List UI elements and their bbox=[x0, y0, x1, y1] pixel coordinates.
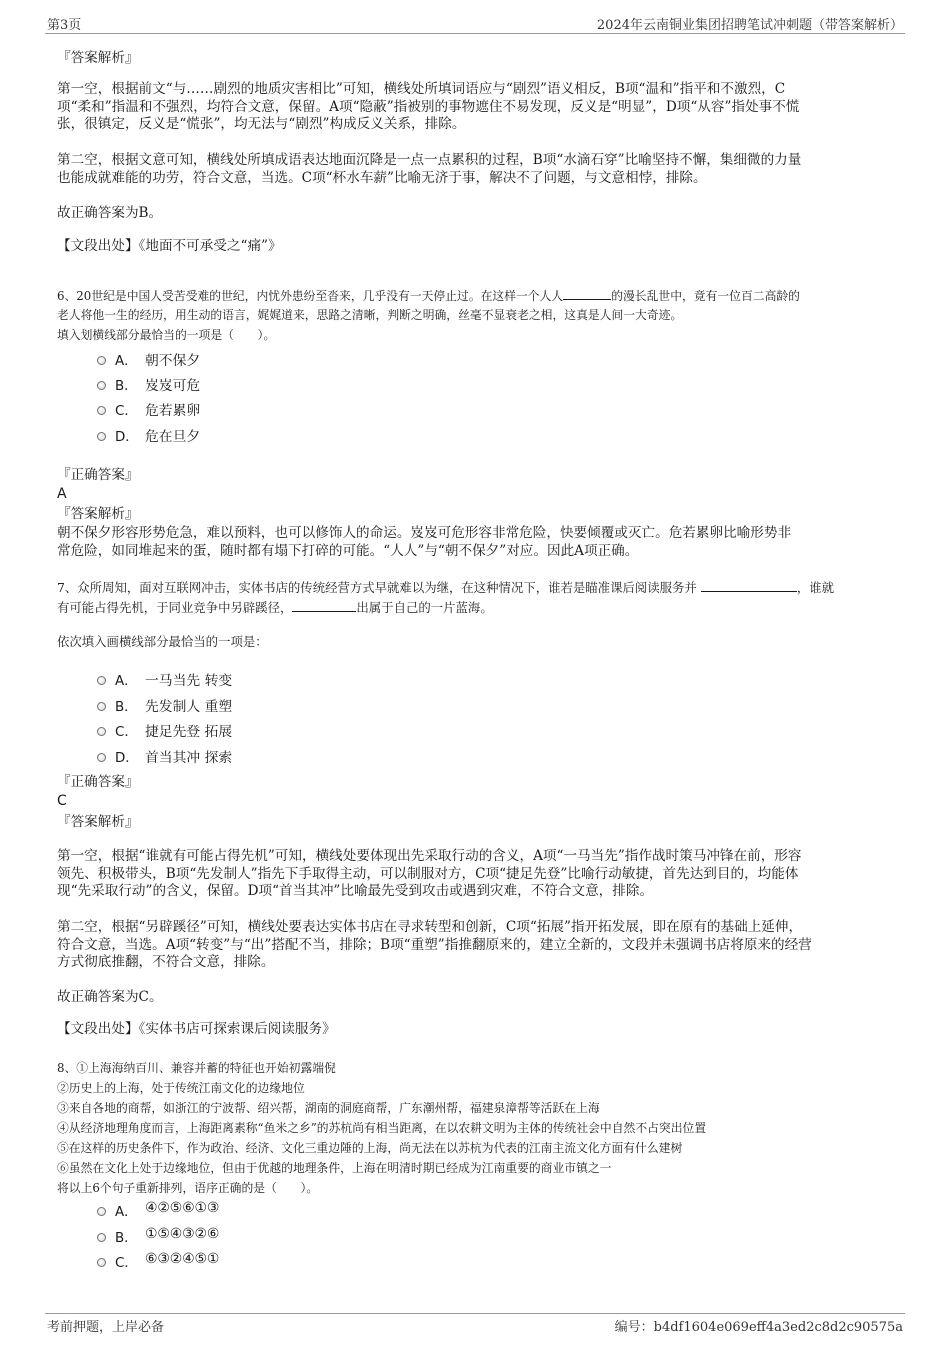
text-line: ⑤在这样的历史条件下，作为政治、经济、文化三重边陲的上海，尚无法在以苏杭为代表的江南主流文化方面有什么建树 bbox=[57, 1141, 683, 1155]
text-line: 第一空，根据前文“与……剧烈的地质灾害相比”可知，横线处所填词语应与“剧烈”语义相反，B项“温和”指平和不激烈，C bbox=[57, 81, 786, 97]
fill-blank bbox=[701, 580, 797, 592]
question-stem: 7、众所周知，面对互联网冲击，实体书店的传统经营方式早就难以为继，在这种情况下，谁若是瞄准课后阅读服务并 ，谁就 bbox=[57, 580, 834, 595]
text-line: 符合文意，当选。A项“转变”与“出”搭配不当，排除；B项“重塑”指推翻原来的，建立全新的，文段并未强调书店将原来的经营 bbox=[57, 936, 812, 953]
text-line: ③来自各地的商帮，如浙江的宁波帮、绍兴帮，湖南的洞庭商帮，广东潮州帮，福建泉漳帮等活跃在上海 bbox=[57, 1101, 600, 1115]
text-line: 朝不保夕形容形势危急，难以预料，也可以修饰人的命运。岌岌可危形容非常危险，快要倾覆或灭亡。危若累卵比喻形势非 bbox=[57, 525, 792, 541]
answer-label: 『正确答案』 bbox=[57, 774, 139, 790]
question-prompt: 将以上6个句子重新排列，语序正确的是（ ）。 bbox=[57, 1181, 319, 1195]
radio-icon[interactable] bbox=[97, 1207, 106, 1216]
text-line: 第一空，根据“谁就有可能占得先机”可知，横线处要体现出先采取行动的含义，A项“一马当先”指作战时策马冲锋在前，形容 bbox=[57, 848, 802, 864]
text-line: 常危险，如同堆起来的蛋，随时都有塌下打碎的可能。“人人”与“朝不保夕”对应。因此A项正确。 bbox=[57, 542, 639, 559]
text-line: 第二空，根据文意可知，横线处所填成语表达地面沉降是一点一点累积的过程，B项“水滴石穿”比喻坚持不懈，集细微的力量 bbox=[57, 152, 802, 168]
fill-blank bbox=[292, 600, 356, 612]
footer-divider bbox=[45, 1313, 905, 1314]
question-prompt: 依次填入画横线部分最恰当的一项是： bbox=[57, 634, 268, 649]
analysis-label: 『答案解析』 bbox=[57, 506, 139, 522]
radio-icon[interactable] bbox=[97, 1258, 106, 1267]
radio-icon[interactable] bbox=[97, 753, 106, 762]
radio-icon[interactable] bbox=[97, 1233, 106, 1242]
analysis-paragraph bbox=[57, 848, 897, 901]
radio-icon[interactable] bbox=[97, 432, 106, 441]
radio-icon[interactable] bbox=[97, 356, 106, 365]
page-number: 第3页 bbox=[47, 18, 82, 33]
analysis-paragraph bbox=[57, 81, 897, 134]
analysis-paragraph bbox=[57, 152, 897, 187]
fill-blank bbox=[563, 288, 611, 300]
text-line: 第二空，根据“另辟蹊径”可知，横线处要表达实体书店在寻求转型和创新，C项“拓展”指开拓发展，即在原有的基础上延伸， bbox=[57, 919, 803, 935]
question-stem-line: 有可能占得先机，于同业竞争中另辟蹊径， 出属于自己的一片蓝海。 bbox=[57, 600, 493, 615]
radio-icon[interactable] bbox=[97, 676, 106, 685]
document-id: 编号：b4df1604e069eff4a3ed2c8d2c90575a bbox=[614, 1320, 903, 1335]
correct-answer: C bbox=[57, 793, 67, 809]
analysis-label: 『答案解析』 bbox=[57, 50, 139, 66]
analysis-paragraph bbox=[57, 525, 897, 560]
conclusion: 故正确答案为C。 bbox=[57, 989, 163, 1005]
source-citation: 【文段出处】《实体书店可探索课后阅读服务》 bbox=[57, 1021, 336, 1037]
text-line: 现“先采取行动”的含义，保留。D项“首当其冲”比喻最先受到攻击或遇到灾难，不符合文意，排除。 bbox=[57, 883, 654, 899]
text-line: ②历史上的上海，处于传统江南文化的边缘地位 bbox=[57, 1081, 305, 1095]
radio-icon[interactable] bbox=[97, 381, 106, 390]
text-line: ⑥虽然在文化上处于边缘地位，但由于优越的地理条件，上海在明清时期已经成为江南重要的商业市镇之一 bbox=[57, 1161, 612, 1175]
text-line: 8、①上海海纳百川、兼容并蓄的特征也开始初露端倪 bbox=[57, 1061, 336, 1075]
analysis-label: 『答案解析』 bbox=[57, 814, 139, 830]
text-line: 领先、积极带头，B项“先发制人”指先下手取得主动，可以制服对方，C项“捷足先登”比喻行动敏捷，首先达到目的，均能体 bbox=[57, 865, 799, 882]
correct-answer: A bbox=[57, 486, 67, 502]
question-stem: 6、20世纪是中国人受苦受难的世纪，内忧外患纷至沓来，几乎没有一天停止过。在这样一个人人 的漫长乱世中，竟有一位百二高龄的 bbox=[57, 289, 800, 303]
radio-icon[interactable] bbox=[97, 727, 106, 736]
document-title: 2024年云南铜业集团招聘笔试冲刺题（带答案解析） bbox=[596, 18, 903, 33]
text-line: 张，很镇定，反义是“慌张”，均无法与“剧烈”构成反义关系，排除。 bbox=[57, 116, 466, 132]
question-prompt: 填入划横线部分最恰当的一项是（ ）。 bbox=[57, 328, 276, 342]
source-citation: 【文段出处】《地面不可承受之“痛”》 bbox=[57, 238, 282, 254]
conclusion: 故正确答案为B。 bbox=[57, 205, 163, 221]
answer-label: 『正确答案』 bbox=[57, 467, 139, 483]
radio-icon[interactable] bbox=[97, 406, 106, 415]
text-line: 项“柔和”指温和不强烈，均符合文意，保留。A项“隐蔽”指被别的事物遮住不易发现，反义是“明显”，D项“从容”指处事不慌 bbox=[57, 98, 800, 115]
footer-slogan: 考前押题，上岸必备 bbox=[47, 1320, 165, 1335]
question-stem bbox=[57, 1058, 706, 1198]
analysis-paragraph bbox=[57, 919, 897, 972]
question-stem-line: 老人将他一生的经历，用生动的语言，娓娓道来，思路之清晰，判断之明确，丝毫不显衰老之相，这真是人间一大奇迹。 bbox=[57, 308, 683, 322]
text-line: 方式彻底推翻，不符合文意，排除。 bbox=[57, 954, 275, 970]
text-line: ④从经济地理角度而言，上海距离素称“鱼米之乡”的苏杭尚有相当距离，在以农耕文明为主体的传统社会中自然不占突出位置 bbox=[57, 1121, 707, 1135]
header-divider bbox=[45, 33, 905, 34]
text-line: 也能成就难能的功劳，符合文意，当选。C项“杯水车薪”比喻无济于事，解决不了问题，与文意相悖，排除。 bbox=[57, 169, 707, 186]
radio-icon[interactable] bbox=[97, 702, 106, 711]
